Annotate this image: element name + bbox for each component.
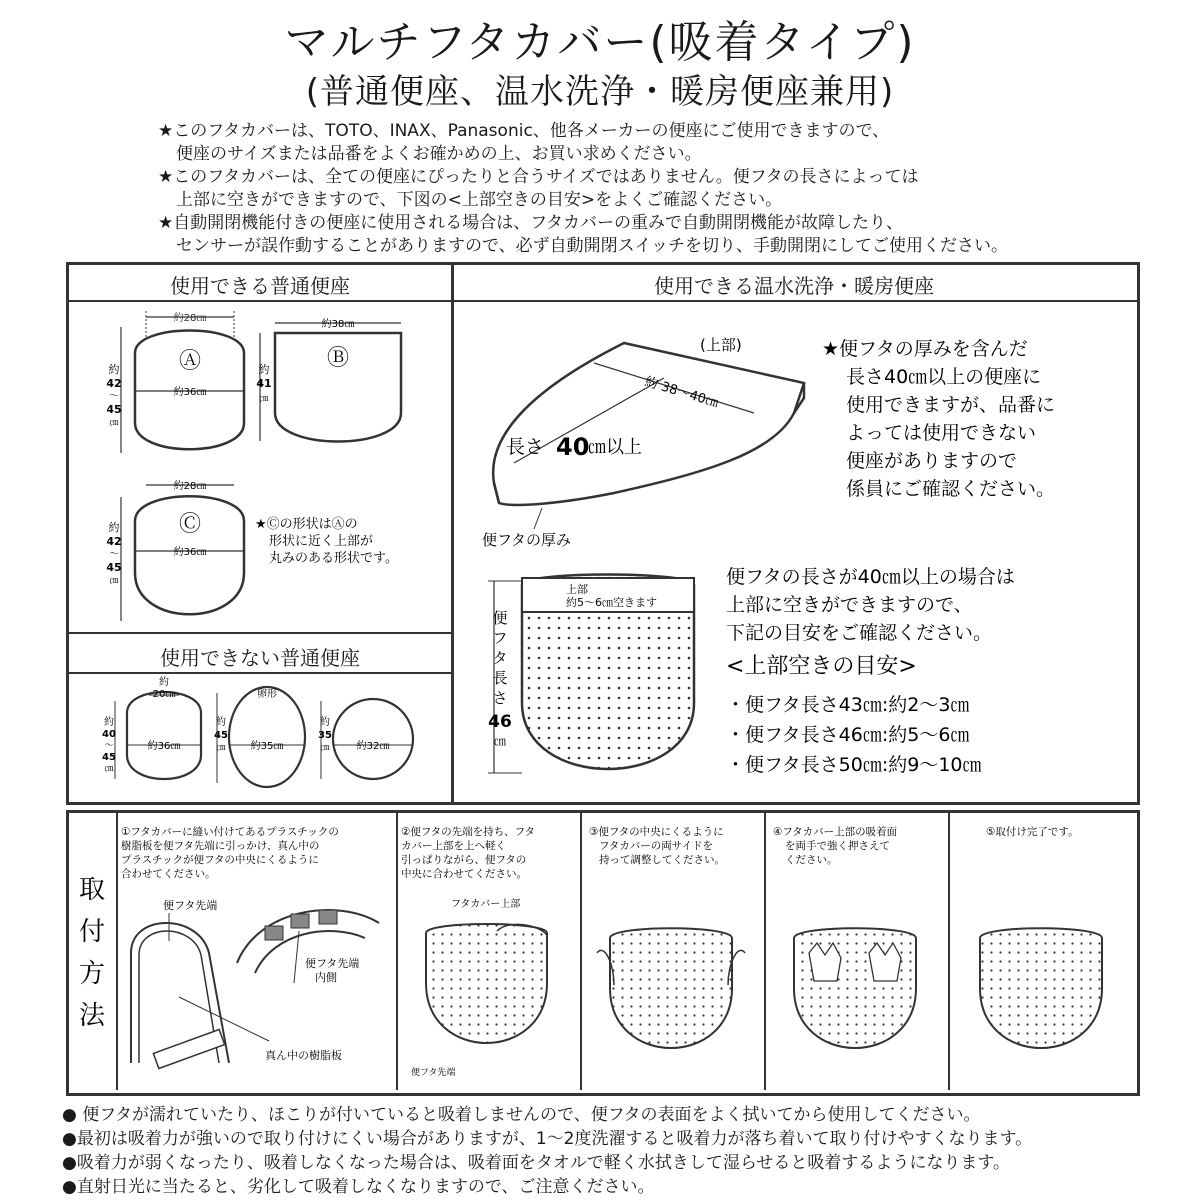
step2-lid xyxy=(426,924,547,1043)
seat-b-len-3: ㎝ xyxy=(259,394,269,404)
warm-side-6: 46 xyxy=(488,712,512,732)
step4-line-1: ④フタカバー上部の吸着面 xyxy=(773,826,898,838)
bullet-1: ● 便フタが濡れていたり、ほこりが付いていると吸着しませんので、便フタの表面をよく拭いてから使用してください。 xyxy=(62,1105,981,1125)
unusable-1-len-4: 45 xyxy=(102,752,116,763)
seat-b-len-2: 41 xyxy=(256,377,272,390)
note-line-3: ★このフタカバーは、全ての便座にぴったりと合うサイズではありません。便フタの長さによっては xyxy=(158,167,919,187)
seat-c-len-1: 約 xyxy=(108,521,120,534)
step2-line-2: カバー上部を上へ軽く xyxy=(401,840,506,852)
seat-c-note-3: 丸みのある形状です。 xyxy=(269,551,398,566)
seat-a-len-4: 45 xyxy=(106,403,122,416)
install-title-2: 付 xyxy=(78,917,106,947)
seat-a-len-2: 42 xyxy=(106,377,122,390)
seat-b-mark: Ⓑ xyxy=(326,346,350,371)
usable-normal-header: 使用できる普通便座 xyxy=(170,274,350,298)
seat-a-top-width: 約28㎝ xyxy=(173,313,207,324)
warm-length-pre: 長さ xyxy=(506,436,545,458)
frame-divider-header xyxy=(66,300,1137,302)
unusable-2-len-2: 45 xyxy=(214,730,228,741)
warm-side-5: さ xyxy=(492,689,508,707)
seat-c-len-3: 〜 xyxy=(109,549,119,560)
step2-cover-top: フタカバー上部 xyxy=(451,899,521,910)
seat-a-diagram xyxy=(106,311,244,453)
note-line-4: 上部に空きができますので、下図の<上部空きの目安>をよくご確認ください。 xyxy=(176,190,783,210)
warm-lid-diagram xyxy=(488,575,694,774)
warm-note-2: 長さ40㎝以上の便座に xyxy=(846,366,1042,388)
step5-line-1: ⑤取付け完了です。 xyxy=(986,826,1079,838)
step3-lid xyxy=(610,928,732,1048)
step1-line-4: 合わせてください。 xyxy=(121,868,216,880)
warm-note-5: 便座がありますので xyxy=(846,450,1018,472)
warm-gap-row-1: ・便フタ長さ43㎝:約2〜3㎝ xyxy=(726,694,970,716)
warm-gap-line-3: 下記の目安をご確認ください。 xyxy=(726,622,993,644)
warm-side-1: 便 xyxy=(492,609,508,627)
unusable-1-len-5: ㎝ xyxy=(104,764,114,774)
unusable-2-len-3: ㎝ xyxy=(216,743,226,753)
step1-line-1: ①フタカバーに縫い付けてあるプラスチックの xyxy=(121,826,339,838)
unusable-3-len-1: 約 xyxy=(320,717,330,728)
seat-c-mark: Ⓒ xyxy=(178,512,202,537)
seat-a-len-3: 〜 xyxy=(109,391,119,402)
install-title-1: 取 xyxy=(78,875,106,905)
note-line-5: ★自動開閉機能付きの便座に使用される場合は、フタカバーの重みで自動開閉機能が故障したり、 xyxy=(158,213,904,233)
step3-line-1: ③便フタの中央にくるように xyxy=(589,826,724,838)
step2-line-4: 中央に合わせてください。 xyxy=(401,868,527,880)
seat-a-len-1: 約 xyxy=(108,363,120,376)
usable-normal-diagrams xyxy=(69,303,451,631)
step1-diagram xyxy=(131,910,379,1068)
seat-c-note-2: 形状に近く上部が xyxy=(269,534,374,549)
frame-divider-unusable-top xyxy=(66,632,454,634)
step3-line-3: 持って調整してください。 xyxy=(599,854,725,866)
bullet-4: ●直射日光に当たると、劣化して吸着しなくなりますので、ご注意ください。 xyxy=(62,1177,655,1197)
warm-gap-line-1: 便フタの長さが40㎝以上の場合は xyxy=(726,566,1015,588)
step4-lid xyxy=(794,928,916,1048)
step1-tip-inside-1: 便フタ先端 xyxy=(305,957,360,970)
seat-c-diagram xyxy=(106,479,244,621)
step2-line-3: 引っぱりながら、便フタの xyxy=(401,854,527,866)
seat-c-width: 約36㎝ xyxy=(173,547,207,558)
install-diagrams xyxy=(69,813,1131,1090)
seat-c-note-1: ★Ⓒの形状はⒶの xyxy=(255,517,358,532)
bullet-2: ●最初は吸着力が強いので取り付けにくい場合がありますが、1〜2度洗濯すると吸着力が落ち着いて取り付けやすくなります。 xyxy=(62,1129,1033,1149)
unusable-1-width: 約36㎝ xyxy=(147,741,181,752)
step2-tip-label: 便フタ先端 xyxy=(411,1068,456,1078)
unusable-1-len-3: 〜 xyxy=(104,741,114,751)
install-title-3: 方 xyxy=(78,959,106,989)
unusable-1-len-2: 40 xyxy=(102,729,116,740)
seat-b-len-1: 約 xyxy=(258,363,270,376)
unusable-2-width: 約35㎝ xyxy=(250,741,284,752)
warm-gap-label-1: 上部 xyxy=(566,583,588,596)
unusable-2-top: 卵形 xyxy=(257,689,277,700)
step4-line-2: を両手で強く押さえて xyxy=(785,840,890,852)
frame-divider-unusable-header xyxy=(66,672,454,674)
warm-side-3: タ xyxy=(492,649,508,667)
unusable-3-width: 約32㎝ xyxy=(356,741,390,752)
warm-note-1: ★便フタの厚みを含んだ xyxy=(822,338,1028,360)
step2-line-1: ②便フタの先端を持ち、フタ xyxy=(401,826,535,838)
seat-c-len-5: ㎝ xyxy=(109,576,119,586)
step5-lid xyxy=(980,928,1102,1048)
note-line-6: センサーが誤作動することがありますので、必ず自動開閉スイッチを切り、手動開閉にしてご使用ください。 xyxy=(176,236,1008,256)
warm-length-value: 40 xyxy=(556,433,590,461)
warm-thickness-label: 便フタの厚み xyxy=(482,531,571,549)
step1-line-3: プラスチックが便フタの中央にくるように xyxy=(121,854,319,866)
seat-c-len-2: 42 xyxy=(106,535,122,548)
unusable-seat-3 xyxy=(318,699,413,779)
usable-warm-header: 使用できる温水洗浄・暖房便座 xyxy=(654,274,934,298)
warm-gap-line-2: 上部に空きができますので、 xyxy=(726,594,973,616)
step3-line-2: フタカバーの両サイドを xyxy=(599,840,714,852)
warm-seat-diagrams xyxy=(454,303,1134,797)
unusable-normal-diagrams xyxy=(69,675,451,797)
warm-note-6: 係員にご確認ください。 xyxy=(846,478,1056,500)
warm-seat-3d-diagram xyxy=(482,336,804,549)
step1-tip-label: 便フタ先端 xyxy=(163,899,218,912)
unusable-1-top2: 20㎝ xyxy=(152,689,176,700)
warm-top-label: (上部) xyxy=(700,336,742,354)
unusable-normal-header: 使用できない普通便座 xyxy=(160,646,360,670)
unusable-3-len-3: ㎝ xyxy=(320,743,330,753)
unusable-seat-2 xyxy=(214,687,305,787)
note-line-2: 便座のサイズまたは品番をよくお確かめの上、お買い求めください。 xyxy=(176,144,702,164)
step1-line-2: 樹脂板を便フタ先端に引っかけ、真ん中の xyxy=(121,840,320,852)
warm-side-7: ㎝ xyxy=(493,734,507,748)
warm-note-4: よっては使用できない xyxy=(846,422,1037,444)
seat-b-top-width: 約38㎝ xyxy=(321,319,355,330)
page-subtitle: (普通便座、温水洗浄・暖房便座兼用) xyxy=(305,72,895,112)
bullet-3: ●吸着力が弱くなったり、吸着しなくなった場合は、吸着面をタオルで軽く水拭きして湿らせると吸着するようになります。 xyxy=(62,1153,1010,1173)
step1-center-plate: 真ん中の樹脂板 xyxy=(265,1049,342,1062)
seat-b-diagram xyxy=(256,317,401,442)
step1-tip-inside-2: 内側 xyxy=(315,971,337,984)
unusable-3-len-2: 35 xyxy=(318,730,332,741)
note-line-1: ★このフタカバーは、TOTO、INAX、Panasonic、他各メーカーの便座にご使用できますので、 xyxy=(158,121,890,141)
warm-gap-title: <上部空きの目安> xyxy=(726,654,917,679)
page-title: マルチフタカバー(吸着タイプ) xyxy=(284,17,916,68)
seat-c-top-width: 約28㎝ xyxy=(173,481,207,492)
install-title-4: 法 xyxy=(78,1001,106,1031)
warm-length-post: ㎝以上 xyxy=(588,437,642,458)
seat-a-mark: Ⓐ xyxy=(178,349,202,374)
unusable-1-top: 約 xyxy=(159,677,169,688)
seat-a-width: 約36㎝ xyxy=(173,387,207,398)
warm-side-4: 長 xyxy=(492,669,508,687)
seat-a-len-5: ㎝ xyxy=(109,418,119,428)
unusable-seat-1 xyxy=(102,675,201,779)
warm-note-3: 使用できますが、品番に xyxy=(846,394,1056,416)
step4-line-3: ください。 xyxy=(785,854,838,866)
unusable-2-len-1: 約 xyxy=(216,717,226,728)
warm-gap-row-3: ・便フタ長さ50㎝:約9〜10㎝ xyxy=(726,754,982,776)
seat-c-len-4: 45 xyxy=(106,561,122,574)
warm-gap-row-2: ・便フタ長さ46㎝:約5〜6㎝ xyxy=(726,724,970,746)
warm-gap-label-2: 約5〜6㎝空きます xyxy=(566,596,657,609)
warm-width-label: 約 38〜40㎝ xyxy=(642,374,721,412)
unusable-1-len-1: 約 xyxy=(104,717,114,728)
warm-side-2: フ xyxy=(492,629,508,647)
